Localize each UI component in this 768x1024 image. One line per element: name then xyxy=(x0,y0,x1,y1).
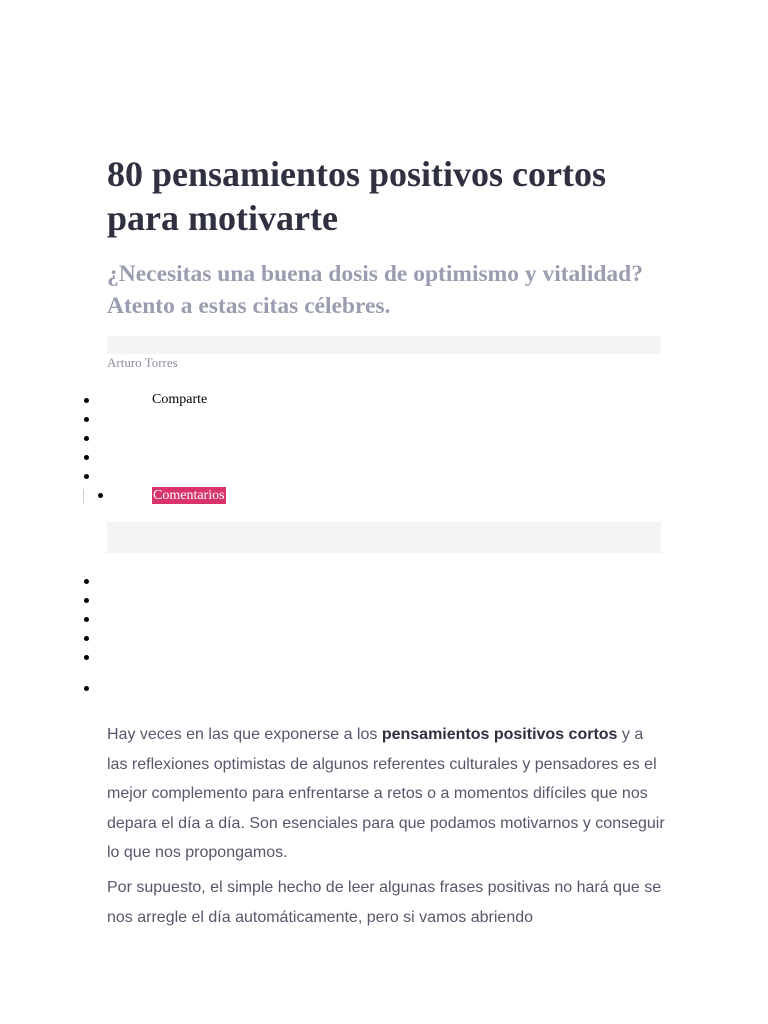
author-link[interactable]: Arturo Torres xyxy=(107,355,178,370)
ad-placeholder-top xyxy=(107,336,661,354)
list-bullet xyxy=(84,617,89,622)
highlighted-keyword: pensamientos positivos cortos xyxy=(381,726,618,743)
share-list-bullet xyxy=(84,417,89,422)
body-text: y a las reflexiones optimistas de algunos referentes culturales y pensadores es el mejor complemento para enfrentarse a retos o a momentos difíciles que nos depara el día a día. Son esenciales para que podamos motivarnos y conseguir lo que nos propongamos. xyxy=(107,726,665,861)
share-list-bullet xyxy=(98,493,103,498)
body-paragraph: Por supuesto, el simple hecho de leer algunas frases positivas no hará que se nos arregle el día automáticamente, pero si vamos abriendo xyxy=(107,879,662,926)
body-text: Hay veces en las que exponerse a los xyxy=(107,726,382,743)
share-list-bullet xyxy=(84,474,89,479)
body-paragraph xyxy=(107,720,667,868)
article-title: 80 pensamientos positivos cortos para motivarte xyxy=(107,154,607,238)
list-bullet xyxy=(84,686,89,691)
share-list-bullet xyxy=(84,436,89,441)
list-bullet xyxy=(84,598,89,603)
share-label: Comparte xyxy=(152,392,208,407)
comments-link[interactable]: Comentarios xyxy=(153,488,225,503)
share-list-bullet xyxy=(84,398,89,403)
list-bullet xyxy=(84,655,89,660)
share-separator xyxy=(83,489,84,504)
article-subtitle: ¿Necesitas una buena dosis de optimismo y vitalidad? Atento a estas citas célebres. xyxy=(107,261,644,319)
list-bullet xyxy=(84,636,89,641)
list-bullet xyxy=(84,579,89,584)
share-list-bullet xyxy=(84,455,89,460)
ad-placeholder-middle xyxy=(107,522,661,553)
